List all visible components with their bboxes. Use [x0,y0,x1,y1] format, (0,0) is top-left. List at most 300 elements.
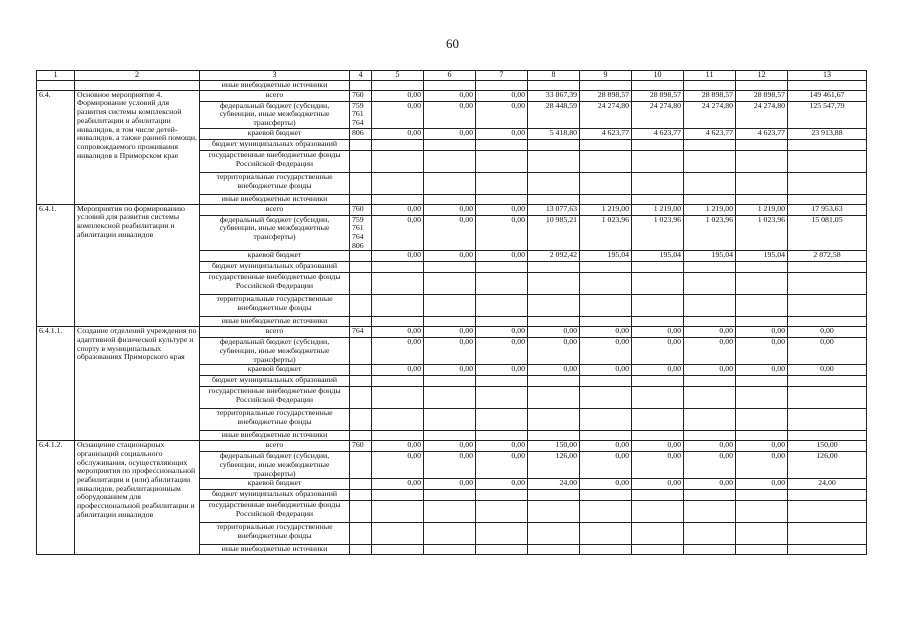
amount-cell [632,317,684,327]
amount-cell [580,194,632,204]
amount-cell [736,431,788,441]
funding-source: всего [200,90,350,101]
amount-cell [736,139,788,150]
amount-cell: 0,00 [736,441,788,452]
amount-cell [580,523,632,545]
amount-cell: 0,00 [580,365,632,376]
amount-cell [372,295,424,317]
amount-cell [632,376,684,387]
amount-cell [684,387,736,409]
amount-cell [632,409,684,431]
amount-cell [476,376,528,387]
amount-cell [736,194,788,204]
amount-cell [736,501,788,523]
amount-cell: 0,00 [424,327,476,338]
amount-cell [580,139,632,150]
funding-source: федеральный бюджет (субсидии, субвенции, иные межбюджетные трансферты) [200,338,350,365]
funding-source: краевой бюджет [200,251,350,262]
table-row [37,81,867,91]
amount-cell: 0,00 [632,327,684,338]
amount-cell [372,172,424,194]
funding-source: государственные внебюджетные фонды Российской Федерации [200,273,350,295]
amount-cell [684,273,736,295]
amount-cell: 28 898,57 [684,90,736,101]
amount-cell: 126,00 [528,452,580,479]
amount-cell: 126,00 [788,452,867,479]
amount-cell [580,431,632,441]
budget-code [350,139,372,150]
amount-cell: 0,00 [788,338,867,365]
amount-cell [476,545,528,555]
amount-cell [788,262,867,273]
amount-cell: 0,00 [424,338,476,365]
amount-cell: 0,00 [788,365,867,376]
amount-cell [580,490,632,501]
amount-cell [788,545,867,555]
column-header: 8 [528,71,580,81]
amount-cell: 0,00 [424,204,476,215]
budget-code: 764 [350,327,372,338]
amount-cell [788,317,867,327]
item-number: 6.4.1.1. [37,327,75,441]
amount-cell: 0,00 [476,479,528,490]
funding-source: иные внебюджетные источники [200,194,350,204]
amount-cell [788,139,867,150]
amount-cell [788,523,867,545]
amount-cell [788,501,867,523]
amount-cell [372,387,424,409]
amount-cell: 0,00 [424,441,476,452]
amount-cell [684,523,736,545]
funding-source: бюджет муниципальных образований [200,376,350,387]
amount-cell: 0,00 [372,479,424,490]
amount-cell [424,295,476,317]
amount-cell [476,150,528,172]
funding-source: краевой бюджет [200,479,350,490]
amount-cell: 0,00 [372,441,424,452]
amount-cell [424,262,476,273]
page-number: 60 [446,36,459,51]
amount-cell: 0,00 [632,338,684,365]
amount-cell [476,139,528,150]
amount-cell [684,501,736,523]
amount-cell: 0,00 [684,365,736,376]
amount-cell [372,490,424,501]
budget-code [350,273,372,295]
amount-cell [788,150,867,172]
amount-cell [424,150,476,172]
amount-cell: 0,00 [424,101,476,128]
amount-cell [684,150,736,172]
amount-cell [372,431,424,441]
amount-cell: 0,00 [736,365,788,376]
amount-cell: 0,00 [736,338,788,365]
amount-cell [424,501,476,523]
amount-cell: 24,00 [788,479,867,490]
amount-cell: 28 898,57 [632,90,684,101]
amount-cell: 0,00 [476,452,528,479]
amount-cell: 195,04 [580,251,632,262]
amount-cell [684,172,736,194]
amount-cell [580,409,632,431]
amount-cell [476,317,528,327]
column-header: 3 [200,71,350,81]
amount-cell [632,273,684,295]
amount-cell [476,194,528,204]
amount-cell: 0,00 [788,327,867,338]
amount-cell: 0,00 [736,327,788,338]
amount-cell: 0,00 [632,365,684,376]
amount-cell: 4 623,77 [736,128,788,139]
budget-code [350,431,372,441]
amount-cell [372,139,424,150]
amount-cell [684,262,736,273]
column-header: 2 [75,71,200,81]
amount-cell [528,409,580,431]
budget-code [350,295,372,317]
amount-cell [684,431,736,441]
amount-cell: 0,00 [684,452,736,479]
budget-code: 760 [350,441,372,452]
item-name: Основное мероприятие 4. Формирование условий для развития системы комплексной реабилитации и абилитации инвалидов, в том числе детей-инвалидов, а также ранней помощи, сопровождаемого проживания инвалидов в Приморском крае [75,90,200,204]
amount-cell [528,194,580,204]
amount-cell [372,150,424,172]
amount-cell [424,317,476,327]
amount-cell [632,387,684,409]
amount-cell [632,545,684,555]
amount-cell [424,172,476,194]
amount-cell: 195,04 [632,251,684,262]
amount-cell: 195,04 [684,251,736,262]
funding-source: бюджет муниципальных образований [200,262,350,273]
amount-cell [424,545,476,555]
amount-cell [372,501,424,523]
amount-cell: 0,00 [580,338,632,365]
amount-cell [580,262,632,273]
amount-cell [580,317,632,327]
amount-cell [788,295,867,317]
amount-cell: 13 077,63 [528,204,580,215]
amount-cell: 2 872,58 [788,251,867,262]
amount-cell [528,172,580,194]
funding-source: иные внебюджетные источники [200,317,350,327]
budget-code [350,172,372,194]
amount-cell [372,523,424,545]
amount-cell: 1 023,96 [632,215,684,251]
funding-source: краевой бюджет [200,128,350,139]
amount-cell [580,376,632,387]
amount-cell [424,376,476,387]
amount-cell: 0,00 [476,365,528,376]
amount-cell [684,409,736,431]
funding-source: всего [200,204,350,215]
amount-cell: 0,00 [424,215,476,251]
amount-cell [424,139,476,150]
amount-cell: 125 547,79 [788,101,867,128]
funding-source: иные внебюджетные источники [200,545,350,555]
amount-cell [788,490,867,501]
amount-cell [736,490,788,501]
amount-cell: 0,00 [424,251,476,262]
amount-cell [736,273,788,295]
amount-cell: 4 623,77 [632,128,684,139]
amount-cell: 24,00 [528,479,580,490]
amount-cell [476,490,528,501]
amount-cell: 0,00 [372,128,424,139]
amount-cell [736,387,788,409]
amount-cell [372,545,424,555]
amount-cell [528,545,580,555]
column-header: 13 [788,71,867,81]
amount-cell: 0,00 [476,327,528,338]
amount-cell: 0,00 [580,452,632,479]
amount-cell: 0,00 [476,101,528,128]
amount-cell [580,501,632,523]
funding-source: территориальные государственные внебюджетные фонды [200,523,350,545]
funding-source: федеральный бюджет (субсидии, субвенции, иные межбюджетные трансферты) [200,452,350,479]
amount-cell [632,262,684,273]
amount-cell: 0,00 [684,441,736,452]
funding-source: территориальные государственные внебюджетные фонды [200,409,350,431]
amount-cell [788,194,867,204]
amount-cell: 0,00 [528,365,580,376]
amount-cell [684,139,736,150]
funding-source: иные внебюджетные источники [200,431,350,441]
funding-source: бюджет муниципальных образований [200,490,350,501]
amount-cell: 0,00 [424,128,476,139]
amount-cell [424,431,476,441]
amount-cell [528,523,580,545]
budget-table [36,70,867,555]
amount-cell: 0,00 [476,204,528,215]
amount-cell: 28 448,59 [528,101,580,128]
amount-cell [528,376,580,387]
amount-cell: 24 274,80 [736,101,788,128]
column-header: 6 [424,71,476,81]
amount-cell: 0,00 [372,338,424,365]
amount-cell: 24 274,80 [632,101,684,128]
amount-cell [736,523,788,545]
amount-cell: 0,00 [632,479,684,490]
amount-cell: 0,00 [736,452,788,479]
amount-cell: 0,00 [424,452,476,479]
amount-cell: 2 092,42 [528,251,580,262]
amount-cell [788,431,867,441]
amount-cell: 149 461,67 [788,90,867,101]
amount-cell: 0,00 [476,215,528,251]
amount-cell [736,262,788,273]
budget-code: 760 [350,204,372,215]
amount-cell [372,262,424,273]
amount-cell: 0,00 [372,101,424,128]
amount-cell [372,273,424,295]
amount-cell [372,376,424,387]
funding-source: иные внебюджетные источники [200,81,350,91]
item-name: Мероприятия по формированию условий для развития системы комплексной реабилитации и абилитации инвалидов [75,204,200,327]
amount-cell [424,523,476,545]
amount-cell [632,501,684,523]
amount-cell [528,139,580,150]
amount-cell: 0,00 [632,452,684,479]
amount-cell [632,490,684,501]
amount-cell [684,376,736,387]
amount-cell [372,409,424,431]
amount-cell [528,501,580,523]
budget-code [350,262,372,273]
amount-cell [684,295,736,317]
amount-cell [788,273,867,295]
amount-cell [684,317,736,327]
amount-cell [788,376,867,387]
amount-cell [528,387,580,409]
amount-cell: 5 418,80 [528,128,580,139]
column-header: 12 [736,71,788,81]
budget-code [350,523,372,545]
amount-cell [528,273,580,295]
amount-cell: 1 023,96 [736,215,788,251]
amount-cell: 0,00 [372,452,424,479]
column-header: 1 [37,71,75,81]
budget-code [350,338,372,365]
amount-cell [580,273,632,295]
amount-cell: 0,00 [684,327,736,338]
amount-cell [476,295,528,317]
amount-cell [424,490,476,501]
amount-cell: 0,00 [372,251,424,262]
table-row [37,327,867,338]
amount-cell: 0,00 [424,90,476,101]
funding-source: территориальные государственные внебюджетные фонды [200,295,350,317]
amount-cell [528,295,580,317]
amount-cell: 0,00 [580,479,632,490]
budget-code [350,317,372,327]
amount-cell: 1 219,00 [684,204,736,215]
amount-cell [736,409,788,431]
amount-cell: 24 274,80 [684,101,736,128]
amount-cell [632,431,684,441]
item-number: 6.4. [37,90,75,204]
budget-code [350,409,372,431]
budget-code [350,387,372,409]
amount-cell: 0,00 [476,251,528,262]
funding-source: федеральный бюджет (субсидии, субвенции, иные межбюджетные трансферты) [200,101,350,128]
column-header: 9 [580,71,632,81]
amount-cell [684,194,736,204]
amount-cell: 150,00 [528,441,580,452]
amount-cell [632,172,684,194]
amount-cell [788,172,867,194]
table-row [37,204,867,215]
header-row [37,71,867,81]
amount-cell: 150,00 [788,441,867,452]
budget-code [350,251,372,262]
amount-cell [424,387,476,409]
table-row [37,441,867,452]
amount-cell: 0,00 [476,90,528,101]
budget-code [350,479,372,490]
funding-source: всего [200,441,350,452]
amount-cell: 0,00 [424,365,476,376]
amount-cell [736,545,788,555]
budget-code [350,501,372,523]
amount-cell [632,139,684,150]
amount-cell: 0,00 [528,327,580,338]
amount-cell: 0,00 [424,479,476,490]
amount-cell: 1 023,96 [684,215,736,251]
amount-cell: 0,00 [528,338,580,365]
amount-cell [788,387,867,409]
column-header: 11 [684,71,736,81]
budget-code [350,194,372,204]
amount-cell [528,431,580,441]
amount-cell [528,262,580,273]
amount-cell [736,150,788,172]
amount-cell [788,409,867,431]
amount-cell [684,545,736,555]
budget-code: 759 761 764 806 [350,215,372,251]
column-header: 4 [350,71,372,81]
budget-code [350,150,372,172]
budget-code [350,545,372,555]
amount-cell: 0,00 [476,128,528,139]
amount-cell: 4 623,77 [580,128,632,139]
amount-cell [632,194,684,204]
amount-cell: 0,00 [372,327,424,338]
column-header: 10 [632,71,684,81]
amount-cell: 0,00 [476,441,528,452]
amount-cell [476,523,528,545]
amount-cell: 0,00 [736,479,788,490]
amount-cell [736,317,788,327]
budget-code: 759 761 764 [350,101,372,128]
amount-cell: 0,00 [372,90,424,101]
amount-cell [424,273,476,295]
item-name: Оснащение стационарных организаций социального обслуживания, осуществляющих мероприятия по профессиональной реабилитации и (или) абилитации инвалидов, реабилитационным оборудованием для профессиональной реабилитации и абилитации инвалидов [75,441,200,555]
amount-cell [372,194,424,204]
amount-cell [476,387,528,409]
amount-cell: 10 985,21 [528,215,580,251]
amount-cell [580,150,632,172]
amount-cell [476,172,528,194]
amount-cell: 23 913,88 [788,128,867,139]
amount-cell: 0,00 [684,338,736,365]
amount-cell: 0,00 [372,204,424,215]
amount-cell [736,295,788,317]
amount-cell [476,409,528,431]
budget-code: 806 [350,128,372,139]
amount-cell [580,172,632,194]
amount-cell: 0,00 [372,365,424,376]
funding-source: бюджет муниципальных образований [200,139,350,150]
funding-source: краевой бюджет [200,365,350,376]
amount-cell [632,523,684,545]
budget-code [350,376,372,387]
amount-cell [476,431,528,441]
amount-cell [736,172,788,194]
amount-cell [684,490,736,501]
funding-source: государственные внебюджетные фонды Российской Федерации [200,387,350,409]
amount-cell: 1 023,96 [580,215,632,251]
budget-code [350,365,372,376]
amount-cell [580,295,632,317]
amount-cell: 0,00 [580,327,632,338]
table-row [37,90,867,101]
amount-cell [424,409,476,431]
funding-source: территориальные государственные внебюджетные фонды [200,172,350,194]
amount-cell [632,150,684,172]
amount-cell: 0,00 [372,215,424,251]
amount-cell [476,273,528,295]
